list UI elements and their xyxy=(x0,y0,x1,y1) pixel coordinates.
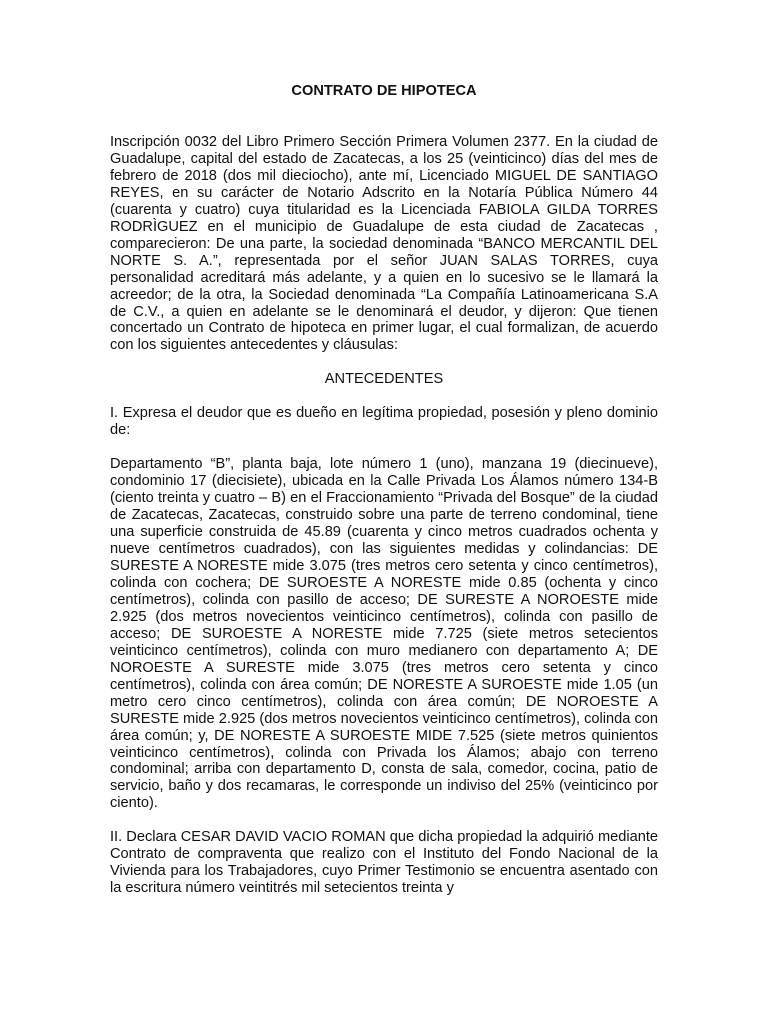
document-title: CONTRATO DE HIPOTECA xyxy=(291,83,477,99)
property-description-paragraph: Departamento “B”, planta baja, lote número 1 (uno), manzana 19 (diecinueve), condominio 17 (diecisiete), ubicada en la Calle Privada Los Álamos número 134-B (ciento treinta y cuatro – B) en el Fraccionamiento “Privada del Bosque” de la ciudad de Zacatecas, Zacatecas, construido sobre una parte de terreno condominal, tiene una superficie construida de 45.89 (cuarenta y cinco metros cuadrados ochenta y nueve centímetros cuadrados), con las siguientes medidas y colindancias: DE SURESTE A NORESTE mide 3.075 (tres metros cero setenta y cinco centímetros), colinda con cochera; DE SUROESTE A NORESTE mide 0.85 (ochenta y cinco centímetros), colinda con pasillo de acceso; DE SURESTE A NOROESTE mide 2.925 (dos metros novecientos veinticinco centímetros), colinda con pasillo de acceso; DE SUROESTE A NORESTE mide 7.725 (siete metros setecientos veinticinco centímetros), colinda con muro medianero con departamento A; DE NOROESTE A SURESTE mide 3.075 (tres metros cero setenta y cinco centímetros), colinda con área común; DE NORESTE A SUROESTE mide 1.05 (un metro cero cinco centímetros), colinda con área común; DE NOROESTE A SURESTE mide 2.925 (dos metros novecientos veinticinco centímetros), colinda con área común; y, DE NORESTE A SUROESTE MIDE 7.525 (siete metros quinientos veinticinco centímetros), colinda con Privada los Álamos; abajo con terreno condominal; arriba con departamento D, consta de sala, comedor, cocina, patio de servicio, baño y dos recamaras, le corresponde un indiviso del 25% (veinticinco por ciento). xyxy=(110,456,658,812)
intro-paragraph: Inscripción 0032 del Libro Primero Sección Primera Volumen 2377. En la ciudad de Guadalupe, capital del estado de Zacatecas, a los 25 (veinticinco) días del mes de febrero de 2018 (dos mil dieciocho), ante mí, Licenciado MIGUEL DE SANTIAGO REYES, en su carácter de Notario Adscrito en la Notaría Pública Número 44 (cuarenta y cuatro) cuya titularidad es la Licenciada FABIOLA GILDA TORRES RODRÌGUEZ en el municipio de Guadalupe de esta ciudad de Zacatecas , comparecieron: De una parte, la sociedad denominada “BANCO MERCANTIL DEL NORTE S. A.”, representada por el señor JUAN SALAS TORRES, cuya personalidad acreditará más adelante, y a quien en lo sucesivo se le llamará la acreedor; de la otra, la Sociedad denominada “La Compañía Latinoamericana S.A de C.V., a quien en adelante se le denominará el deudor, y dijeron: Que tienen concertado un Contrato de hipoteca en primer lugar, el cual formalizan, de acuerdo con los siguientes antecedentes y cláusulas: xyxy=(110,134,658,354)
section-heading: ANTECEDENTES xyxy=(324,371,444,388)
antecedent-paragraph-2: II. Declara CESAR DAVID VACIO ROMAN que dicha propiedad la adquirió mediante Contrato de compraventa que realizo con el Instituto del Fondo Nacional de la Vivienda para los Trabajadores, cuyo Primer Testimonio se encuentra asentado con la escritura número veintitrés mil setecientos treinta y xyxy=(110,829,658,897)
antecedent-paragraph-1: I. Expresa el deudor que es dueño en legítima propiedad, posesión y pleno dominio de: xyxy=(110,405,658,439)
document-page xyxy=(110,83,658,914)
